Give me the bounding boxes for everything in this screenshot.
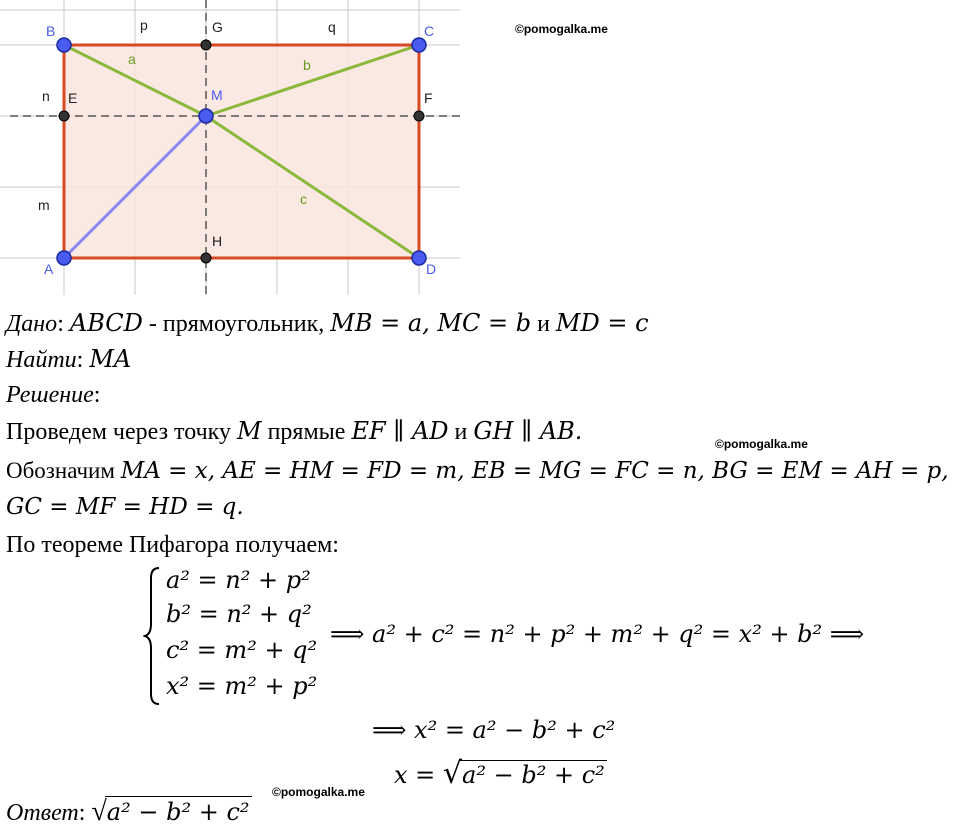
system-eq-4: x² = m² + p²: [166, 672, 318, 700]
answer-value: a² − b² + c²: [106, 798, 250, 826]
denote-line2: [6, 492, 244, 522]
denote-line: [6, 456, 949, 486]
denote-label: Обозначим: [6, 458, 115, 483]
watermark-3: ©pomogalka.me: [272, 785, 365, 799]
result-line: x = √a² − b² + c²: [394, 756, 605, 791]
pythagoras-line: [6, 530, 339, 560]
rectangle-abcd: [64, 45, 419, 258]
label-a: A: [44, 261, 54, 277]
label-a-seg: a: [128, 51, 136, 67]
solution-label: Решение: [6, 382, 94, 408]
given-cond1: MB = a, MC = b: [330, 309, 532, 337]
draw-text2: прямые: [267, 419, 346, 445]
label-b-seg: b: [303, 57, 311, 73]
find-label: Найти: [6, 347, 77, 373]
answer-line: Ответ: √a² − b² + c²: [6, 796, 250, 827]
label-p: p: [140, 17, 148, 33]
given-cond2: MD = c: [555, 309, 649, 337]
system-eq-2: b² = n² + q²: [166, 600, 312, 628]
result-x-eq: x =: [394, 761, 436, 789]
denote-math2: GC = MF = HD = q.: [6, 494, 244, 520]
label-d: D: [426, 261, 437, 277]
label-m-seg: m: [38, 197, 50, 213]
label-f: F: [424, 90, 433, 106]
draw-gh: GH ∥ AB.: [473, 417, 583, 445]
label-q: q: [328, 19, 336, 35]
result-sqrt: a² − b² + c²: [462, 761, 605, 789]
solution-line: Решение:: [6, 382, 101, 408]
draw-line: [6, 416, 582, 447]
system-eq-1: a² = n² + p²: [166, 566, 311, 594]
label-c-seg: c: [300, 191, 307, 207]
label-m: M: [211, 87, 223, 103]
pythagoras-text: По теореме Пифагора получаем:: [6, 532, 339, 558]
geometry-figure: [0, 0, 470, 300]
find-value: MA: [89, 345, 132, 373]
given-figure: ABCD: [69, 309, 143, 337]
label-n: n: [42, 88, 50, 104]
label-b: B: [46, 23, 56, 39]
given-text: - прямоугольник,: [148, 311, 325, 337]
draw-text1: Проведем через точку: [6, 419, 231, 445]
denote-math: MA = x, AE = HM = FD = m, EB = MG = FC = n, BG = EM = AH = p,: [120, 458, 949, 484]
label-h: H: [212, 233, 223, 249]
watermark-1: ©pomogalka.me: [515, 22, 608, 36]
given-and: и: [537, 311, 550, 337]
given-label: Дано: [6, 311, 58, 337]
watermark-2: ©pomogalka.me: [715, 437, 808, 451]
implies-line-2: ⟹ x² = a² − b² + c²: [372, 716, 616, 744]
draw-point-m: M: [237, 417, 262, 445]
given-line: Дано: ABCD - прямоугольник, MB = a, MC = b и MD = c: [6, 309, 649, 337]
label-c: C: [424, 23, 435, 39]
system-brace: [143, 566, 163, 706]
label-e: E: [68, 90, 78, 106]
system-eq-3: c² = m² + q²: [166, 636, 318, 664]
draw-ef: EF ∥ AD: [351, 417, 449, 445]
label-g: G: [212, 19, 223, 35]
draw-and: и: [454, 419, 468, 445]
implies-line-1: ⟹ a² + c² = n² + p² + m² + q² = x² + b² ⟹: [330, 620, 865, 648]
answer-label: Ответ: [6, 800, 79, 826]
find-line: Найти: MA: [6, 345, 132, 373]
